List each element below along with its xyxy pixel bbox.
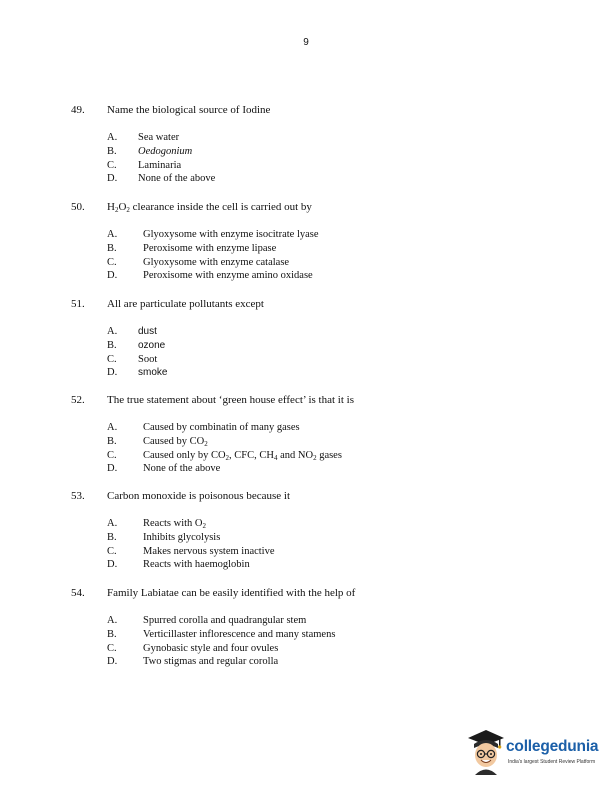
mascot-icon (466, 728, 506, 776)
option-text: Makes nervous system inactive (143, 545, 275, 557)
option-text: Sea water (138, 132, 180, 143)
option-letter: B. (107, 531, 117, 543)
option-letter: D. (107, 173, 118, 185)
option-text: smoke (138, 367, 168, 379)
question-number: 54. (71, 587, 85, 599)
option-text: Caused by combinatin of many gases (143, 422, 300, 433)
options-list (0, 131, 612, 186)
option-text: None of the above (138, 173, 216, 185)
option-text: None of the above (143, 463, 221, 475)
option-a[interactable] (0, 614, 612, 628)
option-text: Peroxisome with enzyme amino oxidase (143, 270, 313, 282)
collegedunia-logo[interactable] (466, 728, 606, 776)
logo-tagline: India's largest Student Review Platform (508, 759, 596, 765)
options-list (0, 325, 612, 380)
option-c[interactable] (0, 353, 612, 367)
option-d[interactable] (0, 558, 612, 572)
option-letter: D. (107, 367, 118, 379)
option-d[interactable] (0, 462, 612, 476)
option-letter: A. (107, 615, 118, 626)
option-letter: C. (107, 642, 117, 654)
options-list (0, 421, 612, 476)
option-b[interactable] (0, 531, 612, 545)
option-text: Oedogonium (138, 145, 193, 157)
option-letter: B. (107, 242, 117, 254)
option-letter: B. (107, 435, 117, 447)
option-d[interactable] (0, 269, 612, 283)
option-b[interactable] (0, 628, 612, 642)
option-letter: B. (107, 628, 117, 640)
question-number: 50. (71, 201, 85, 213)
option-b[interactable] (0, 242, 612, 256)
option-text: Gynobasic style and four ovules (143, 642, 279, 654)
option-b[interactable] (0, 435, 612, 449)
options-list (0, 614, 612, 669)
question-text: The true statement about ‘green house effect’ is that it is (107, 394, 355, 406)
option-letter: D. (107, 559, 118, 571)
option-c[interactable] (0, 256, 612, 270)
option-d[interactable] (0, 366, 612, 380)
option-letter: D. (107, 656, 118, 668)
option-letter: A. (107, 132, 118, 143)
option-text: Verticillaster inflorescence and many stamens (143, 628, 336, 640)
option-letter: C. (107, 256, 117, 268)
option-c[interactable] (0, 159, 612, 173)
option-c[interactable] (0, 449, 612, 463)
option-text: ozone (138, 339, 166, 351)
question-text: All are particulate pollutants except (107, 298, 264, 310)
option-c[interactable] (0, 545, 612, 559)
option-c[interactable] (0, 642, 612, 656)
option-a[interactable] (0, 228, 612, 242)
option-letter: A. (107, 229, 118, 240)
question-number: 51. (71, 298, 85, 310)
option-text: Glyoxysome with enzyme isocitrate lyase (143, 229, 319, 240)
option-text: Spurred corolla and quadrangular stem (143, 615, 307, 626)
question-text: Family Labiatae can be easily identified with the help of (107, 587, 356, 599)
option-a[interactable] (0, 325, 612, 339)
option-letter: C. (107, 545, 117, 557)
option-text: Reacts with haemoglobin (143, 559, 250, 571)
option-letter: A. (107, 422, 118, 433)
option-letter: A. (107, 518, 118, 529)
option-letter: B. (107, 145, 117, 157)
question-text: Name the biological source of Iodine (107, 104, 271, 116)
question-number: 49. (71, 104, 85, 116)
question-text: $H_2O_2$ clearance inside the cell is carried out by (107, 201, 312, 214)
option-a[interactable] (0, 517, 612, 531)
option-letter: C. (107, 353, 117, 365)
option-b[interactable] (0, 145, 612, 159)
option-text: Reacts with $O_2$ (143, 518, 206, 530)
option-d[interactable] (0, 172, 612, 186)
option-a[interactable] (0, 421, 612, 435)
option-letter: B. (107, 339, 117, 351)
option-letter: D. (107, 270, 118, 282)
option-a[interactable] (0, 131, 612, 145)
option-text: Glyoxysome with enzyme catalase (143, 256, 290, 268)
option-text: Laminaria (138, 159, 182, 171)
option-b[interactable] (0, 339, 612, 353)
option-text: Two stigmas and regular corolla (143, 656, 279, 668)
options-list (0, 517, 612, 572)
question-text: Carbon monoxide is poisonous because it (107, 490, 291, 502)
option-d[interactable] (0, 655, 612, 669)
option-text: Caused by $CO_2$ (143, 435, 208, 448)
page-number: 9 (303, 37, 309, 48)
option-letter: C. (107, 159, 117, 171)
option-text: Soot (138, 353, 158, 365)
option-letter: D. (107, 463, 118, 475)
option-letter: A. (107, 326, 118, 337)
logo-name: collegedunia (506, 738, 599, 755)
option-text: Inhibits glycolysis (143, 531, 221, 543)
question-number: 52. (71, 394, 85, 406)
option-text: dust (138, 326, 157, 337)
option-text: Peroxisome with enzyme lipase (143, 242, 277, 254)
option-letter: C. (107, 449, 117, 461)
option-text: Caused only by $CO_2$, CFC, $CH_4$ and $NO_2$ gases (143, 449, 342, 462)
question-number: 53. (71, 490, 85, 502)
options-list (0, 228, 612, 283)
